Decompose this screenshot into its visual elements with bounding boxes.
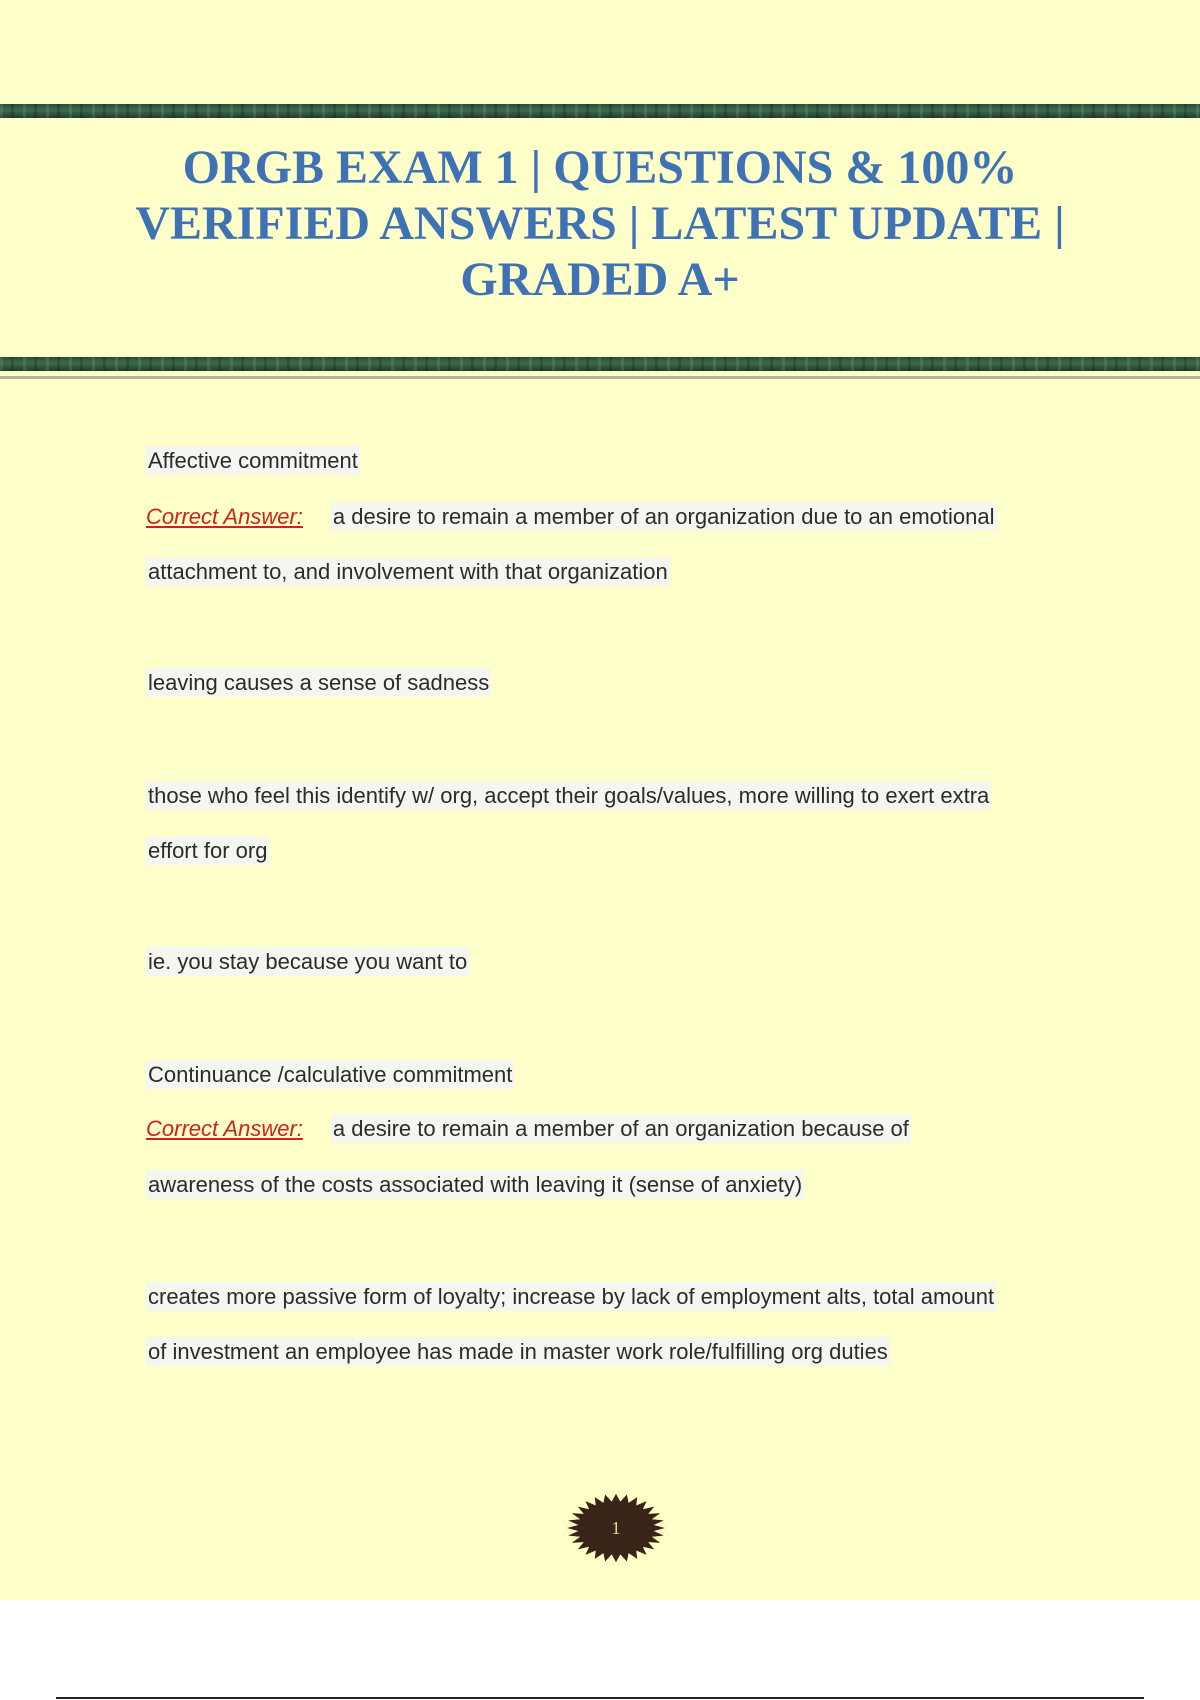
entry-answer-line: attachment to, and involvement with that organization bbox=[148, 559, 668, 584]
title-line-1: ORGB EXAM 1 | QUESTIONS & 100% bbox=[182, 141, 1018, 194]
decorative-band-top bbox=[0, 104, 1200, 118]
title-line-2: VERIFIED ANSWERS | LATEST UPDATE | bbox=[135, 197, 1065, 250]
entry-note: effort for org bbox=[148, 838, 268, 863]
entry-note: leaving causes a sense of sadness bbox=[148, 670, 490, 695]
correct-answer-label: Correct Answer: bbox=[146, 504, 303, 529]
entry-note: ie. you stay because you want to bbox=[148, 949, 468, 974]
entry-answer-line: Correct Answer: a desire to remain a member of an organization due to an emotional bbox=[146, 504, 995, 529]
entry-note: those who feel this identify w/ org, accept their goals/values, more willing to exert extra bbox=[148, 783, 990, 808]
divider bbox=[0, 376, 1200, 379]
bottom-divider bbox=[56, 1697, 1144, 1699]
starburst-icon bbox=[566, 1493, 666, 1563]
entry-answer-line: awareness of the costs associated with leaving it (sense of anxiety) bbox=[148, 1172, 803, 1197]
correct-answer-label: Correct Answer: bbox=[146, 1116, 303, 1141]
entry-note: of investment an employee has made in master work role/fulfilling org duties bbox=[148, 1339, 888, 1364]
page-number: 1 bbox=[611, 1518, 621, 1538]
page-title bbox=[120, 140, 1080, 308]
entry-note: creates more passive form of loyalty; increase by lack of employment alts, total amount bbox=[148, 1284, 995, 1309]
entry-answer-line: Correct Answer: a desire to remain a member of an organization because of bbox=[146, 1116, 909, 1141]
entry-term: Continuance /calculative commitment bbox=[148, 1062, 513, 1087]
title-line-3: GRADED A+ bbox=[460, 253, 740, 306]
entry-term: Affective commitment bbox=[148, 448, 358, 473]
decorative-band-bottom bbox=[0, 357, 1200, 371]
